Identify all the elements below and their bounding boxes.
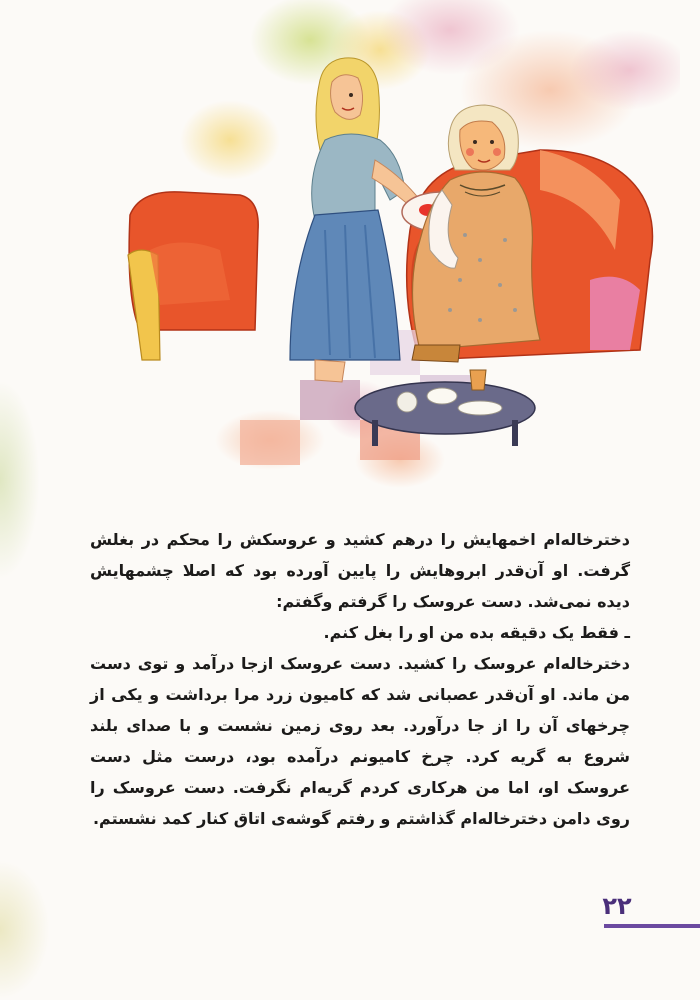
story-paragraph: دخترخاله‌ام اخمهایش را درهم کشید و عروسکش را محکم در بغلش گرفت. او آن‌قدر ابروهایش را پایین آورده بود که اصلا چشمهایش دیده نمی‌شد. دست عروسک را گرفتم وگفتم: [90,530,630,611]
watercolor-edge [0,860,50,1000]
story-paragraph: دخترخاله‌ام عروسک را کشید. دست عروسک ازجا درآمد و توی دست من ماند. او آن‌قدر عصبانی شد که کامیون زرد مرا برداشت و یکی از چرخهای آن را از جا درآورد. بعد روی زمین نشست و با صدای بلند شروع به گریه کرد. چرخ کامیونم درآمده بود، درست مثل دست عروسک او، اما من هرکاری کردم گریه‌ام نگرفت. دست عروسک را روی دامن دخترخاله‌ام گذاشتم و رفتم گوشه‌ی اتاق کنار کمد نشستم. [90,654,630,828]
page-number: ۲۲ [602,892,632,920]
story-dialogue-line: ـ فقط یک دقیقه بده من او را بغل کنم. [323,623,630,642]
page-number-rule [604,924,700,928]
left-armchair [128,192,258,360]
watercolor-edge [0,380,40,580]
story-text [90,524,630,834]
story-illustration [120,0,680,500]
